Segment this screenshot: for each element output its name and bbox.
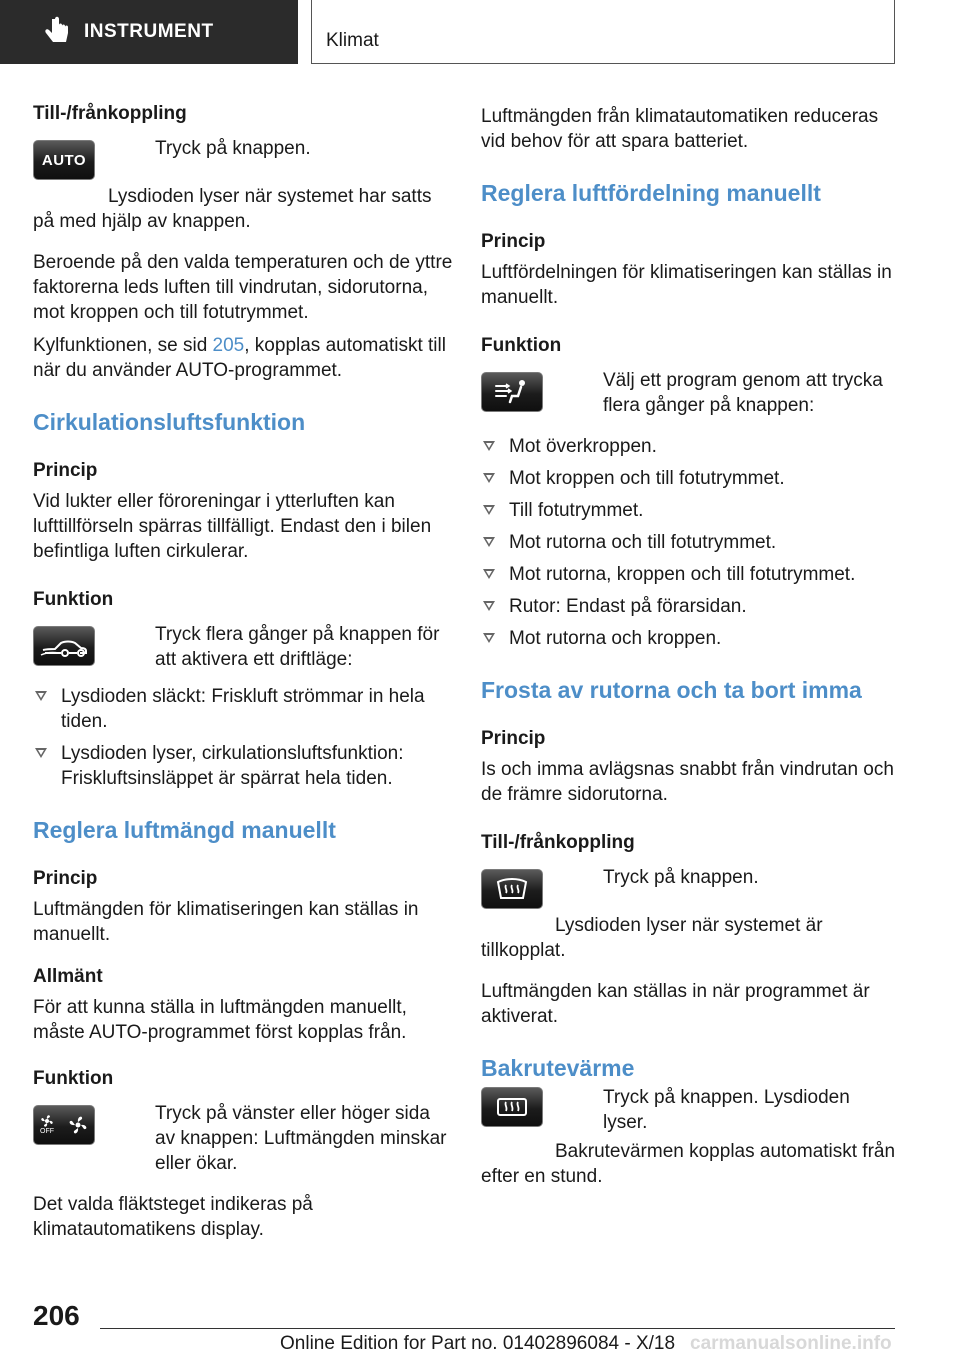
recirculation-button[interactable] bbox=[33, 626, 95, 666]
circulation-list bbox=[33, 684, 453, 791]
page-link[interactable]: 205 bbox=[212, 335, 245, 356]
paragraph: Luftfördelningen för klimatiseringen kan ställas in manuellt. bbox=[481, 262, 892, 308]
bullet-triangle-icon bbox=[483, 633, 495, 643]
paragraph: För att kunna ställa in luftmängden manuellt, måste AUTO-programmet först kopplas från. bbox=[33, 997, 407, 1043]
list-item bbox=[481, 434, 897, 459]
list-item-text: Rutor: Endast på förarsidan. bbox=[509, 596, 747, 617]
footer-divider bbox=[100, 1328, 895, 1329]
bullet-triangle-icon bbox=[483, 473, 495, 483]
paragraph: Luftmängden från klimatautomatiken reduceras vid behov för att spara batteriet. bbox=[481, 106, 879, 152]
paragraph: Is och imma avlägsnas snabbt från vindrutan och de främre sidorutorna. bbox=[481, 759, 894, 805]
list-item bbox=[481, 466, 897, 491]
list-item bbox=[481, 530, 897, 555]
paragraph: Tryck på knappen. bbox=[603, 867, 759, 888]
heading-distribution: Reglera luftfördelning manuellt bbox=[481, 180, 821, 206]
page-number: 206 bbox=[33, 1300, 80, 1331]
paragraph: Vid lukter eller föroreningar i ytterluften kan lufttillförseln spärras tillfälligt. Endast den i bilen befintliga luften cirkulerar. bbox=[33, 491, 432, 562]
chapter-tab[interactable] bbox=[0, 0, 298, 64]
fan-small-icon bbox=[40, 1114, 54, 1128]
list-item-text: Lysdioden släckt: Friskluft strömmar in hela tiden. bbox=[61, 686, 425, 732]
chapter-label: INSTRUMENT bbox=[84, 21, 214, 42]
hand-pointer-icon bbox=[38, 12, 78, 52]
subheading-princip: Princip bbox=[33, 868, 98, 889]
bullet-triangle-icon bbox=[483, 441, 495, 451]
distribution-button-row bbox=[481, 368, 897, 418]
bullet-triangle-icon bbox=[483, 505, 495, 515]
subheading-princip: Princip bbox=[481, 728, 546, 749]
fan-decrease bbox=[40, 1114, 54, 1136]
paragraph bbox=[33, 333, 453, 383]
list-item bbox=[33, 684, 453, 734]
paragraph: Tryck flera gånger på knappen för att aktivera ett driftläge: bbox=[155, 624, 440, 670]
list-item-text: Mot rutorna, kroppen och till fotutrymmet. bbox=[509, 564, 856, 585]
auto-button-row bbox=[33, 136, 453, 180]
list-item bbox=[481, 594, 897, 619]
bullet-triangle-icon bbox=[483, 569, 495, 579]
paragraph: Lysdioden lyser när systemet har satts på med hjälp av knappen. bbox=[33, 186, 432, 232]
section-label: Klimat bbox=[326, 30, 379, 51]
auto-button-label: AUTO bbox=[41, 151, 87, 169]
paragraph: Beroende på den valda temperaturen och de yttre faktorerna leds luften till vindrutan, sidorutorna, mot kroppen och till fotutrymmet. bbox=[33, 252, 453, 323]
subheading-onoff: Till-/frånkoppling bbox=[33, 103, 187, 124]
recirculation-car-icon bbox=[39, 635, 89, 657]
subheading-onoff: Till-/frånkoppling bbox=[481, 832, 635, 853]
air-distribution-button[interactable] bbox=[481, 372, 543, 412]
fan-speed-button[interactable] bbox=[33, 1105, 95, 1145]
list-item bbox=[481, 562, 897, 587]
heading-rear-defrost: Bakrutevärme bbox=[481, 1055, 635, 1081]
list-item bbox=[481, 498, 897, 523]
paragraph: Luftmängden kan ställas in när programmet är aktiverat. bbox=[481, 981, 870, 1027]
list-item-text: Mot rutorna och till fotutrymmet. bbox=[509, 532, 777, 553]
paragraph: Luftmängden för klimatiseringen kan ställas in manuellt. bbox=[33, 899, 419, 945]
fan-button-row bbox=[33, 1101, 453, 1176]
windshield-defrost-icon bbox=[495, 876, 529, 902]
paragraph: Bakrutevärmen kopplas automatiskt från efter en stund. bbox=[481, 1141, 896, 1187]
subheading-princip: Princip bbox=[33, 460, 98, 481]
edition-text: Online Edition for Part no. 01402896084 - X/18 bbox=[280, 1333, 676, 1354]
list-item-text: Mot rutorna och kroppen. bbox=[509, 628, 722, 649]
rear-window-defrost-icon bbox=[495, 1094, 529, 1120]
list-item-text: Till fotutrymmet. bbox=[509, 500, 644, 521]
fan-large-icon bbox=[68, 1115, 88, 1135]
list-item bbox=[33, 741, 453, 791]
recirc-button-row bbox=[33, 622, 453, 672]
list-item-text: Mot kroppen och till fotutrymmet. bbox=[509, 468, 785, 489]
subheading-funktion: Funktion bbox=[481, 335, 562, 356]
list-item-text: Mot överkroppen. bbox=[509, 436, 657, 457]
auto-button[interactable] bbox=[33, 140, 95, 180]
bullet-triangle-icon bbox=[35, 691, 47, 701]
list-item bbox=[481, 626, 897, 651]
off-label: OFF bbox=[40, 1128, 54, 1135]
defrost-button-row bbox=[481, 865, 897, 909]
section-tab[interactable] bbox=[311, 0, 895, 64]
text: , kopplas automatiskt till när du använder AUTO-programmet. bbox=[33, 335, 446, 381]
bullet-triangle-icon bbox=[35, 748, 47, 758]
subheading-princip: Princip bbox=[481, 231, 546, 252]
bullet-triangle-icon bbox=[483, 537, 495, 547]
rear-window-defrost-button[interactable] bbox=[481, 1087, 543, 1127]
text: Kylfunktionen, se sid bbox=[33, 335, 213, 356]
bullet-triangle-icon bbox=[483, 601, 495, 611]
paragraph: Tryck på knappen. Lysdioden lyser. bbox=[603, 1087, 850, 1133]
right-column bbox=[481, 100, 897, 1189]
subheading-funktion: Funktion bbox=[33, 589, 114, 610]
paragraph: Det valda fläktsteget indikeras på klimatautomatikens display. bbox=[33, 1194, 313, 1240]
paragraph: Tryck på knappen. bbox=[155, 138, 311, 159]
paragraph: Lysdioden lyser när systemet är tillkopplat. bbox=[481, 915, 823, 961]
list-item-text: Lysdioden lyser, cirkulationsluftsfunktion: Friskluftsinsläppet är spärrat hela tiden. bbox=[61, 743, 404, 789]
subheading-funktion: Funktion bbox=[33, 1068, 114, 1089]
rear-defrost-button-row bbox=[481, 1085, 897, 1135]
left-column bbox=[33, 100, 453, 1242]
distribution-list bbox=[481, 434, 897, 651]
subheading-allmant: Allmänt bbox=[33, 966, 103, 987]
heading-defrost: Frosta av rutorna och ta bort imma bbox=[481, 677, 862, 703]
heading-circulation: Cirkulationsluftsfunktion bbox=[33, 409, 306, 435]
watermark: carmanualsonline.info bbox=[690, 1333, 892, 1354]
windshield-defrost-button[interactable] bbox=[481, 869, 543, 909]
paragraph: Tryck på vänster eller höger sida av knappen: Luftmängden minskar eller ökar. bbox=[155, 1103, 447, 1174]
air-distribution-icon bbox=[492, 378, 532, 406]
heading-airflow: Reglera luftmängd manuellt bbox=[33, 817, 336, 843]
paragraph: Välj ett program genom att trycka flera gånger på knappen: bbox=[603, 370, 883, 416]
